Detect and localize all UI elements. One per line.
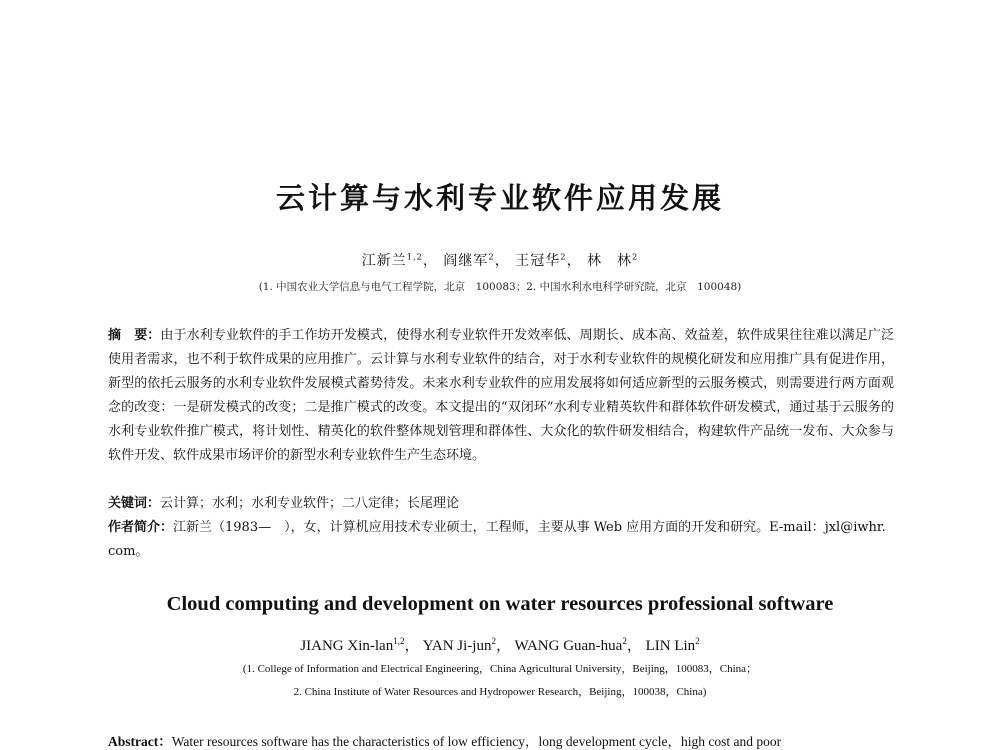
- author-separator: ，: [626, 638, 642, 654]
- english-author: JIANG Xin-lan$^{1,2}$: [300, 636, 405, 654]
- english-abstract: [108, 730, 894, 750]
- author-separator: ，: [566, 253, 582, 269]
- author-separator: ，: [422, 253, 438, 269]
- bio-text: 江新兰（1983— ），女，计算机应用技术专业硕士，工程师，主要从事 Web 应用方面的开发和研究。E-mail：jxl@iwhr. com。: [108, 520, 886, 559]
- chinese-author-list: [0, 250, 1000, 270]
- chinese-author: 阎继军$^2$: [443, 251, 495, 269]
- english-title: Cloud computing and development on water resources professional software: [166, 593, 834, 615]
- english-affiliation-line-1: (1. College of Information and Electrical Engineering，China Agricultural University，Beijing，100083，China；: [242, 663, 758, 675]
- english-author: YAN Ji-jun$^2$: [422, 636, 496, 654]
- bio-label: 作者简介：: [108, 520, 174, 535]
- chinese-author: 王冠华$^2$: [515, 251, 567, 269]
- author-separator: ，: [495, 638, 511, 654]
- abstract-label: Abstract：: [108, 734, 172, 749]
- keywords-text: 云计算；水利；水利专业软件；二八定律；长尾理论: [160, 496, 460, 511]
- abstract-label: 摘 要：: [108, 328, 161, 343]
- keywords-label: 关键词：: [108, 496, 161, 511]
- chinese-author: 江新兰$^{1,2}$: [361, 251, 423, 269]
- chinese-author: 林 林$^2$: [587, 251, 639, 269]
- english-author: WANG Guan-hua$^2$: [514, 636, 627, 654]
- english-author: LIN Lin$^2$: [645, 636, 700, 654]
- abstract-text: Water resources software has the characteristics of low efficiency，long development cycle，high cost and poor: [171, 734, 782, 749]
- english-author-list: [0, 634, 1000, 655]
- chinese-keywords: [108, 492, 894, 516]
- author-bio: [108, 516, 894, 564]
- chinese-affiliation: (1. 中国农业大学信息与电气工程学院，北京 100083；2. 中国水利水电科学研究院，北京 100048): [258, 281, 742, 293]
- chinese-abstract: [108, 324, 894, 468]
- author-separator: ，: [404, 638, 420, 654]
- english-affiliation-line-2: 2. China Institute of Water Resources and Hydropower Research，Beijing，100038，China): [293, 686, 707, 698]
- abstract-text: 由于水利专业软件的手工作坊开发模式，使得水利专业软件开发效率低、周期长、成本高、效益差，软件成果往往难以满足广泛使用者需求，也不利于软件成果的应用推广。云计算与水利专业软件的结合，对于水利专业软件的规模化研发和应用推广具有促进作用，新型的依托云服务的水利专业软件发展模式蓄势待发。未来水利专业软件的应用发展将如何适应新型的云服务模式，则需要进行两方面观念的改变：一是研发模式的改变；二是推广模式的改变。本文提出的“双闭环”水利专业精英软件和群体软件研发模式，通过基于云服务的水利专业软件推广模式，将计划性、精英化的软件整体规划管理和群体性、大众化的软件研发相结合，构建软件产品统一发布、大众参与软件开发、软件成果市场评价的新型水利专业软件生产生态环境。: [108, 328, 894, 463]
- author-separator: ，: [494, 253, 510, 269]
- chinese-title: 云计算与水利专业软件应用发展: [275, 181, 724, 215]
